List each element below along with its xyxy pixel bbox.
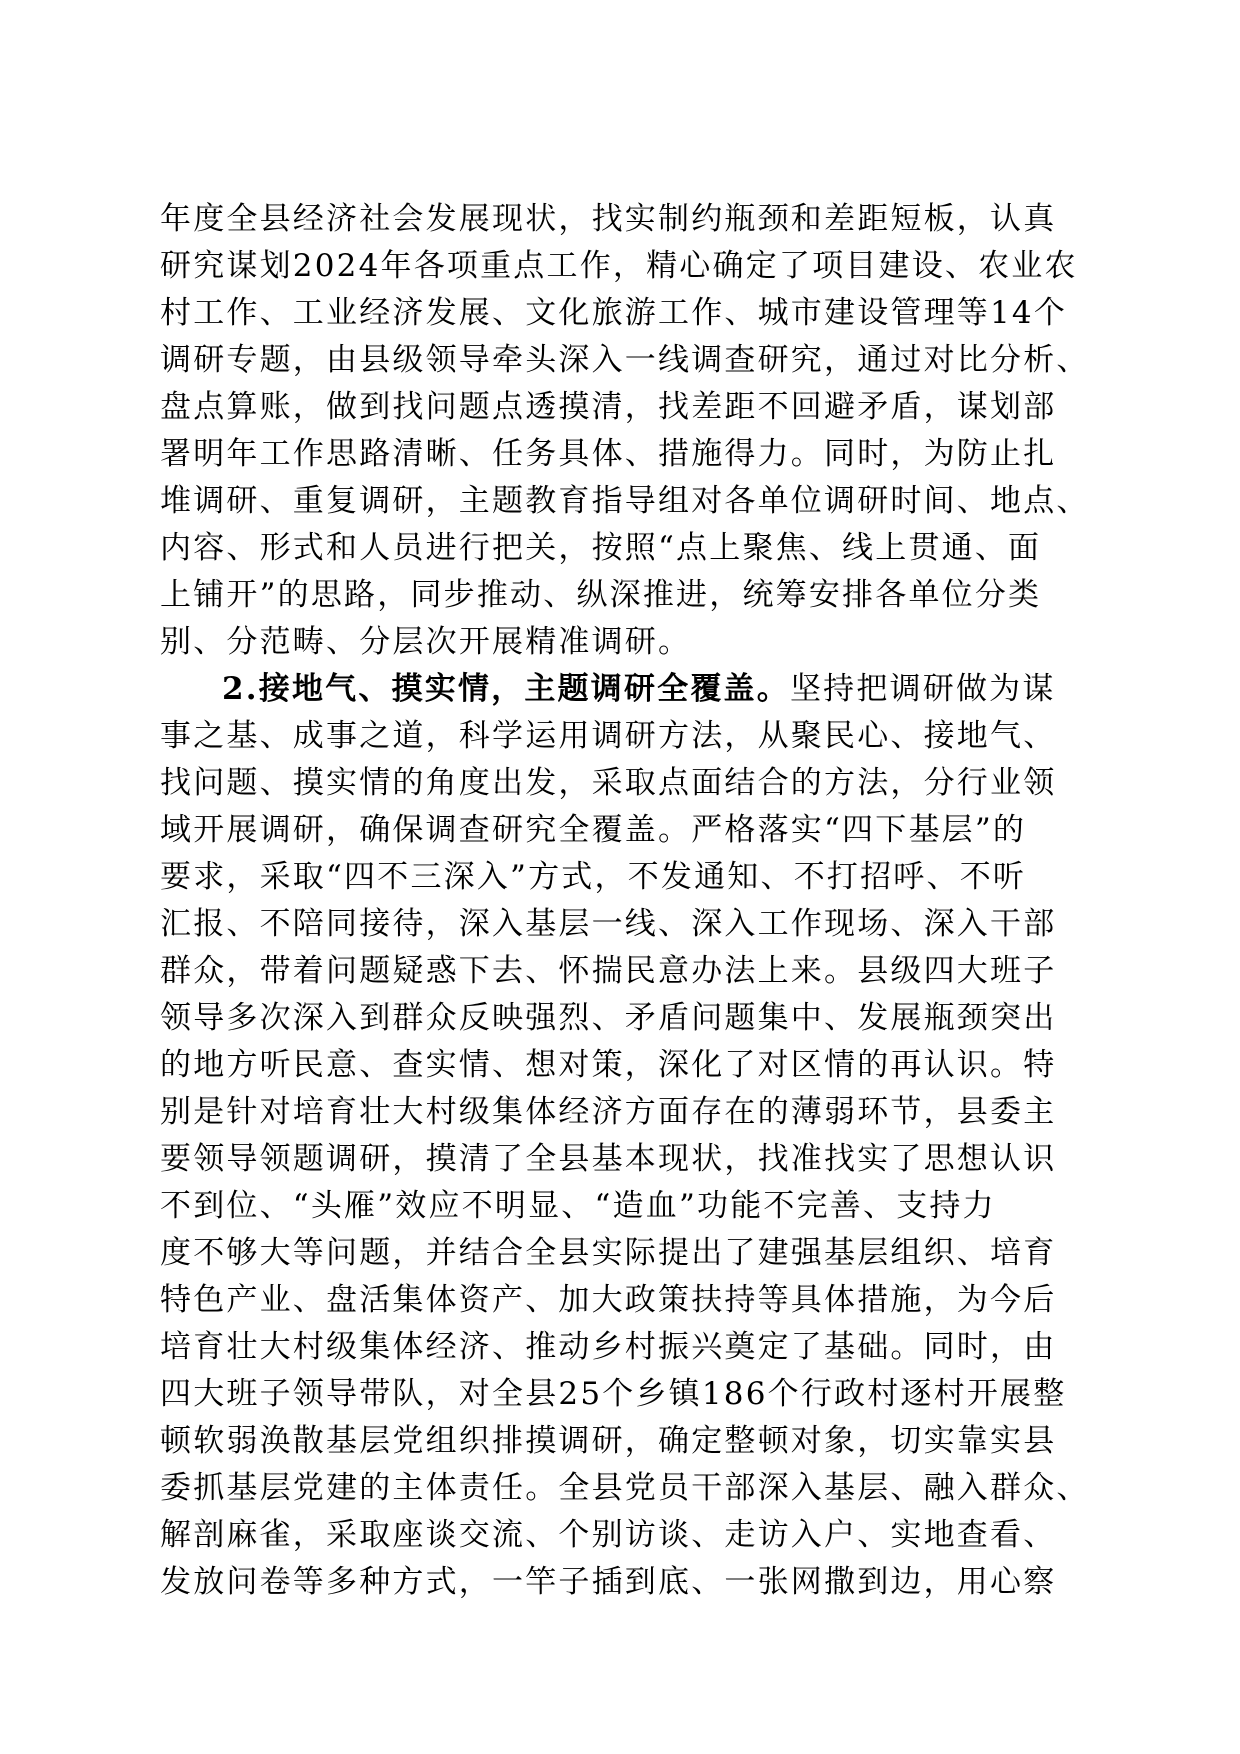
text-line: 研究谋划2024年各项重点工作，精心确定了项目建设、农业农 <box>160 248 1078 284</box>
text-line: 盘点算账，做到找问题点透摸清，找差距不回避矛盾，谋划部 <box>160 389 1057 425</box>
text-line: 堆调研、重复调研，主题教育指导组对各单位调研时间、地点、 <box>160 483 1090 519</box>
text-line: 委抓基层党建的主体责任。全县党员干部深入基层、融入群众、 <box>160 1470 1090 1506</box>
text-line: 村工作、工业经济发展、文化旅游工作、城市建设管理等14个 <box>160 295 1068 331</box>
text-line: 解剖麻雀，采取座谈交流、个别访谈、走访入户、实地查看、 <box>160 1517 1057 1553</box>
text-line: 别是针对培育壮大村级集体经济方面存在的薄弱环节，县委主 <box>160 1094 1057 1130</box>
text-line: 年度全县经济社会发展现状，找实制约瓶颈和差距短板，认真 <box>160 201 1057 237</box>
heading-line <box>160 666 1100 713</box>
text-line: 四大班子领导带队，对全县25个乡镇186个行政村逐村开展整 <box>160 1376 1067 1412</box>
text-line: 要领导领题调研，摸清了全县基本现状，找准找实了思想认识 <box>160 1141 1057 1177</box>
text-line: 领导多次深入到群众反映强烈、矛盾问题集中、发展瓶颈突出 <box>160 1000 1057 1036</box>
text-line: 顿软弱涣散基层党组织排摸调研，确定整顿对象，切实靠实县 <box>160 1423 1057 1459</box>
text-line: 事之基、成事之道，科学运用调研方法，从聚民心、接地气、 <box>160 718 1057 754</box>
text-line: 特色产业、盘活集体资产、加大政策扶持等具体措施，为今后 <box>160 1282 1057 1318</box>
text-line: 找问题、摸实情的角度出发，采取点面结合的方法，分行业领 <box>160 765 1057 801</box>
text-line: 域开展调研，确保调查研究全覆盖。严格落实“四下基层”的 <box>160 812 1027 848</box>
text-line: 内容、形式和人员进行把关，按照“点上聚焦、线上贯通、面 <box>160 530 1042 566</box>
text-line: 调研专题，由县级领导牵头深入一线调查研究，通过对比分析、 <box>160 342 1090 378</box>
section-heading: 2.接地气、摸实情，主题调研全覆盖。 <box>222 671 790 707</box>
text-line: 汇报、不陪同接待，深入基层一线、深入工作现场、深入干部 <box>160 906 1057 942</box>
text-line: 要求，采取“四不三深入”方式，不发通知、不打招呼、不听 <box>160 859 1027 895</box>
text-line: 署明年工作思路清晰、任务具体、措施得力。同时，为防止扎 <box>160 436 1057 472</box>
text-line: 不到位、“头雁”效应不明显、“造血”功能不完善、支持力 <box>160 1188 996 1224</box>
text-line: 发放问卷等多种方式，一竿子插到底、一张网撒到边，用心察 <box>160 1564 1057 1600</box>
text-line: 上铺开”的思路，同步推动、纵深推进，统筹安排各单位分类 <box>160 577 1042 613</box>
text-line: 群众，带着问题疑惑下去、怀揣民意办法上来。县级四大班子 <box>160 953 1057 989</box>
text-line: 培育壮大村级集体经济、推动乡村振兴奠定了基础。同时，由 <box>160 1329 1057 1365</box>
text-line: 别、分范畴、分层次开展精准调研。 <box>160 624 692 660</box>
text-line: 的地方听民意、查实情、想对策，深化了对区情的再认识。特 <box>160 1047 1057 1083</box>
heading-line-rest: 坚持把调研做为谋 <box>789 671 1056 707</box>
text-line: 度不够大等问题，并结合全县实际提出了建强基层组织、培育 <box>160 1235 1057 1271</box>
body-text <box>160 196 1100 1606</box>
